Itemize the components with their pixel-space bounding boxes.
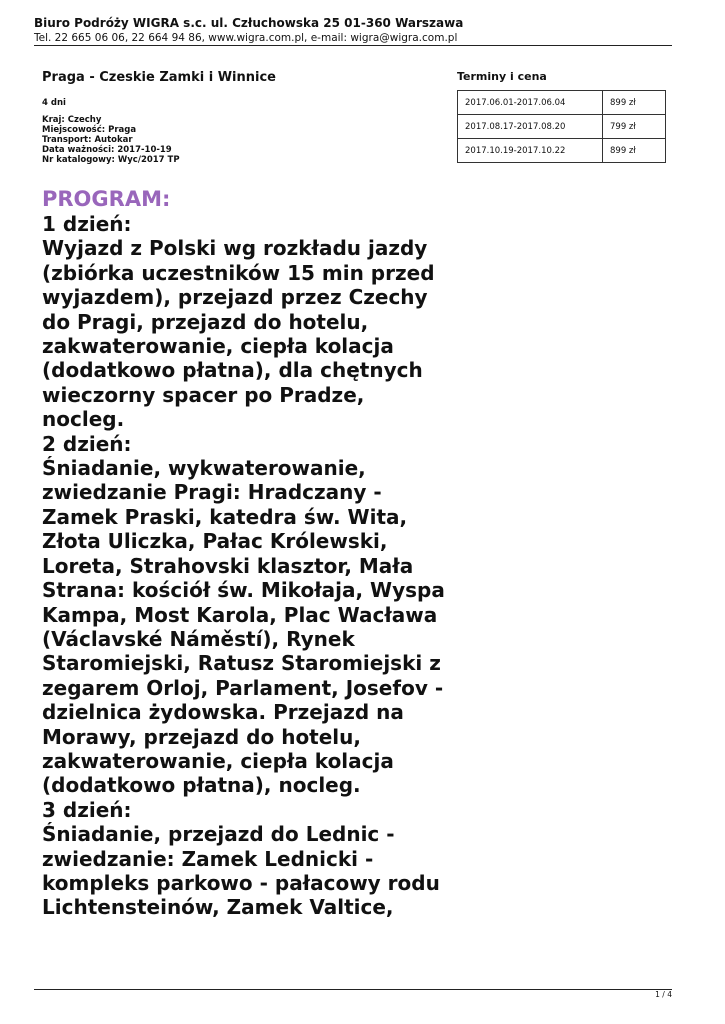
program-line: do Pragi, przejazd do hotelu, — [42, 309, 369, 334]
program-line: (Václavské Náměstí), Rynek — [42, 626, 355, 651]
offer-title: Praga - Czeskie Zamki i Winnice — [42, 70, 276, 85]
program-line: Loreta, Strahovski klasztor, Mała — [42, 553, 414, 578]
term-price: 799 zł — [603, 115, 666, 139]
program-line: Zamek Praski, katedra św. Wita, — [42, 504, 408, 529]
offer-details — [42, 115, 442, 165]
detail-valid-until: Data ważności: 2017-10-19 — [42, 145, 172, 155]
offer-info — [42, 70, 442, 165]
program-line: dzielnica żydowska. Przejazd na — [42, 700, 404, 725]
term-dates: 2017.08.17-2017.08.20 — [458, 115, 603, 139]
program-line: nocleg. — [42, 407, 125, 432]
detail-transport: Transport: Autokar — [42, 135, 133, 145]
page-number: 1 / 4 — [655, 990, 672, 999]
program-line: wieczorny spacer po Pradze, — [42, 382, 365, 407]
program-line: 1 dzień: — [42, 212, 132, 236]
program-line: (dodatkowo płatna), nocleg. — [42, 773, 361, 798]
page-header — [34, 16, 672, 45]
term-price: 899 zł — [603, 91, 666, 115]
program-line: Staromiejski, Ratusz Staromiejski z — [42, 651, 441, 676]
terms-panel — [457, 70, 666, 163]
program-line: zwiedzanie: Zamek Lednicki - — [42, 846, 374, 871]
table-row — [458, 139, 666, 163]
detail-catalog-number: Nr katalogowy: Wyc/2017 TP — [42, 155, 180, 165]
program-line: Morawy, przejazd do hotelu, — [42, 724, 361, 749]
terms-table — [457, 90, 666, 163]
program-line: Śniadanie, wykwaterowanie, — [42, 456, 366, 481]
table-row — [458, 115, 666, 139]
program-line: Wyjazd z Polski wg rozkładu jazdy — [42, 236, 428, 261]
program-line: zegarem Orloj, Parlament, Josefov - — [42, 675, 444, 700]
program-line: Strana: kościół św. Mikołaja, Wyspa — [42, 578, 445, 603]
company-name-address: Biuro Podróży WIGRA s.c. ul. Człuchowska 25 01-360 Warszawa — [34, 16, 464, 30]
table-row — [458, 91, 666, 115]
program-line: Lichtensteinów, Zamek Valtice, — [42, 895, 394, 920]
program-line: Złota Uliczka, Pałac Królewski, — [42, 529, 388, 554]
header-divider — [34, 45, 672, 46]
program-line: wyjazdem), przejazd przez Czechy — [42, 285, 428, 310]
company-contact: Tel. 22 665 06 06, 22 664 94 86, www.wigra.com.pl, e-mail: wigra@wigra.com.pl — [34, 32, 458, 44]
program-line: Śniadanie, przejazd do Lednic - — [42, 822, 395, 847]
footer-divider — [34, 989, 672, 990]
term-dates: 2017.06.01-2017.06.04 — [458, 91, 603, 115]
program-line: (dodatkowo płatna), dla chętnych — [42, 358, 423, 383]
program-line: zakwaterowanie, ciepła kolacja — [42, 334, 394, 359]
program-line: zwiedzanie Pragi: Hradczany - — [42, 480, 382, 505]
term-price: 899 zł — [603, 139, 666, 163]
program-line: 3 dzień: — [42, 797, 132, 822]
detail-country: Kraj: Czechy — [42, 115, 102, 125]
program-title: PROGRAM: — [42, 187, 171, 211]
detail-city: Miejscowość: Praga — [42, 125, 137, 135]
program-section — [42, 186, 462, 920]
program-line: 2 dzień: — [42, 431, 132, 456]
program-line: zakwaterowanie, ciepła kolacja — [42, 748, 394, 773]
offer-duration: 4 dni — [42, 98, 66, 108]
program-line: kompleks parkowo - pałacowy rodu — [42, 870, 440, 895]
program-line: (zbiórka uczestników 15 min przed — [42, 260, 435, 285]
terms-heading: Terminy i cena — [457, 70, 547, 83]
program-line: Kampa, Most Karola, Plac Wacława — [42, 602, 438, 627]
term-dates: 2017.10.19-2017.10.22 — [458, 139, 603, 163]
